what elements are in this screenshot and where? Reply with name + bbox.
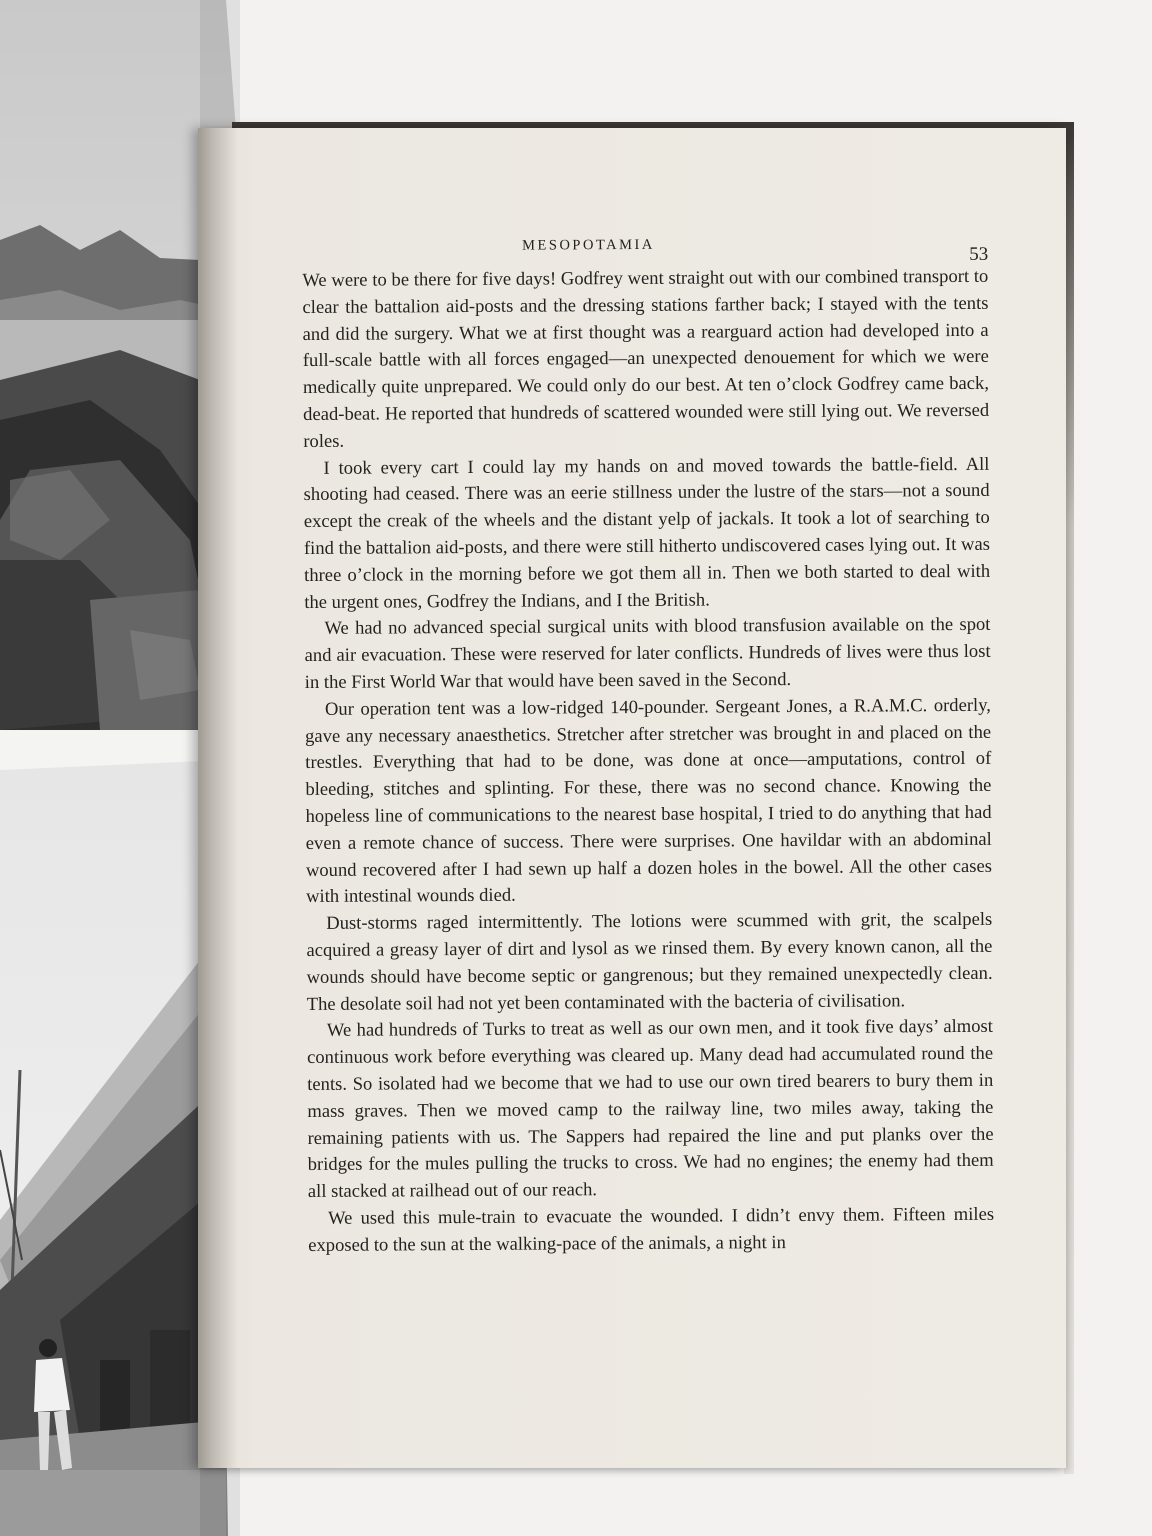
page-text [302, 224, 994, 1260]
paragraph: Our operation tent was a low-ridged 140-pounder. Sergeant Jones, a R.A.M.C. orderly, gave any necessary anaesthetics. Stretcher after stretcher was brought in and placed on the trestles. Everything that had to be done, was done at once—amputations, control of bleeding, stitches and splinting. For these, there was no second chance. Knowing the hopeless line of communications to the nearest base hospital, I tried to do anything that had even a remote chance of success. There were surprises. One havildar with an abdominal wound recovered after I had sewn up half a dozen holes in the bowel. All the other cases with intestinal wounds died. [305, 694, 992, 908]
running-head [302, 224, 988, 268]
paragraph: We used this mule-train to evacuate the wounded. I didn’t envy them. Fifteen miles exposed to the sun at the walking-pace of the animals, a night in [308, 1203, 995, 1256]
gutter-shadow [198, 128, 238, 1468]
paragraph: I took every cart I could lay my hands on and moved towards the battle-field. All shooting had ceased. There was an eerie stillness under the lustre of the stars—not a sound except the creak of the wheels and the distant yelp of jackals. It took a lot of searching to find the battalion aid-posts, and there were still hitherto undiscovered cases lying out. It was three o’clock in the morning before we got them all in. Then we both started to deal with the urgent ones, Godfrey the Indians, and I the British. [303, 453, 991, 613]
paragraph: We were to be there for five days! Godfrey went straight out with our combined transport to clear the battalion aid-posts and the dressing stations farther back; I stayed with the tents and did the surgery. What we at first thought was a rearguard action had developed into a full-scale battle with all forces engaged—an unexpected denouement for which we were medically quite unprepared. We could only do our best. At ten o’clock Godfrey came back, dead-beat. He reported that hundreds of scattered wounded were still lying out. We reversed roles. [302, 265, 990, 452]
paragraph: We had no advanced special surgical units with blood transfusion available on the spot and air evacuation. These were reserved for later conflicts. Hundreds of lives were thus lost in the First World War that would have been saved in the Second. [304, 614, 991, 693]
page-number: 53 [969, 243, 989, 265]
paragraph: We had hundreds of Turks to treat as well as our own men, and it took five days’ almost continuous work before everything was cleared up. Many dead had accumulated round the tents. So isolated had we become that we had to use our own tired bearers to bury them in mass graves. Then we moved camp to the railway line, two miles away, taking the remaining patients with us. The Sappers had repaired the line and put planks over the bridges for the mules pulling the trucks to cross. We had no engines; the enemy had them all stacked at railhead out of our reach. [307, 1016, 994, 1203]
chapter-title: MESOPOTAMIA [522, 236, 655, 254]
bottom-photograph [0, 760, 228, 1536]
paragraph: Dust-storms raged intermittently. The lotions were scummed with grit, the scalpels acquired a greasy layer of dirt and lysol as we rinsed them. By every known canon, all the wounds should have become septic or gangrenous; but they remained unexpectedly clean. The desolate soil had not yet been contaminated with the bacteria of civilisation. [306, 908, 993, 1015]
